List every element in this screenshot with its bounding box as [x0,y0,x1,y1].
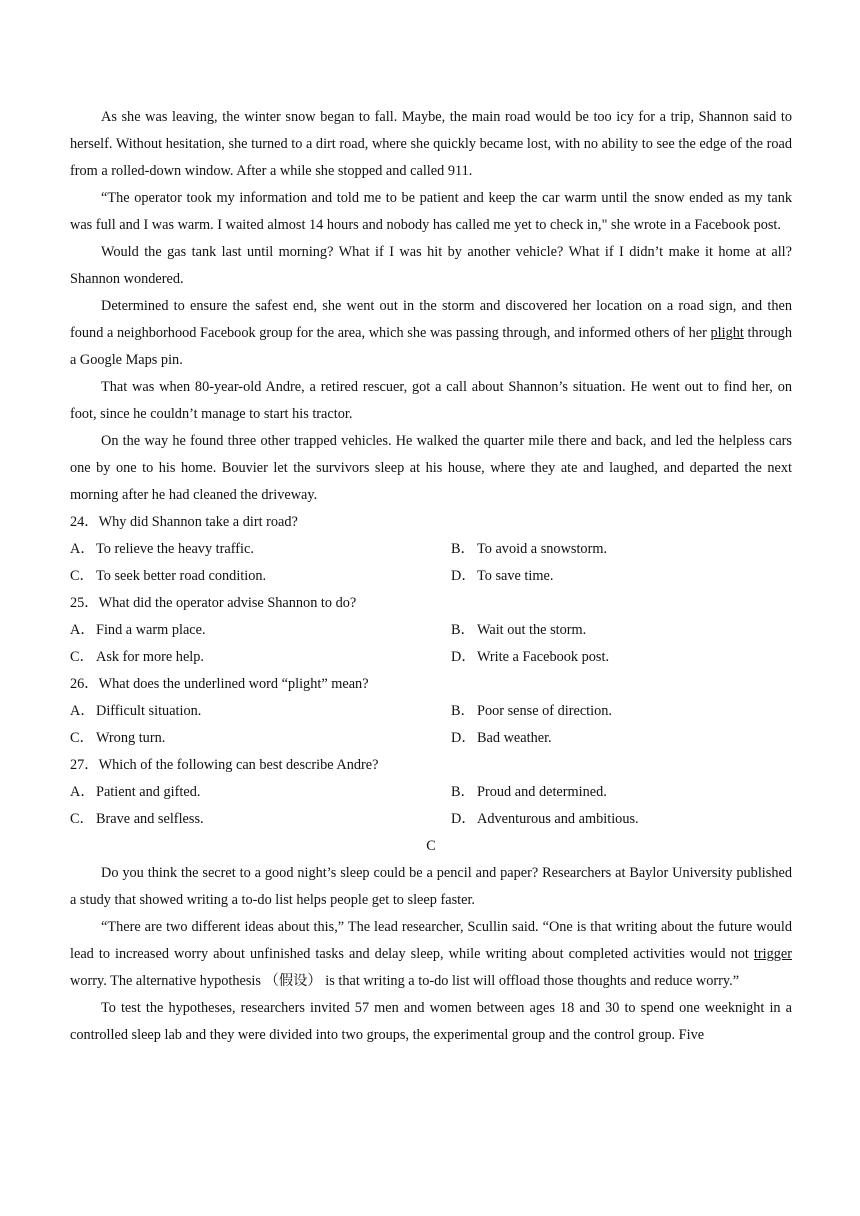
option-letter: C． [70,811,94,827]
option-row [70,617,792,644]
option-letter: A． [70,622,95,638]
option-text: Wrong turn. [96,730,166,746]
option-row [70,779,792,806]
option-text: To avoid a snowstorm. [477,541,608,557]
option [70,617,451,644]
option-text: To save time. [477,568,554,584]
option [451,806,832,833]
option-letter: A． [70,541,95,557]
underlined-word: trigger [753,946,792,962]
question-stem: 25．What did the operator advise Shannon to do? [70,595,357,611]
passage-paragraph: On the way he found three other trapped vehicles. He walked the quarter mile there and back, and led the helpless cars one by one to his home. Bouvier let the survivors sleep at his house, where they ate and laughed, and departed the next morning after he had cleaned the driveway. [70,433,792,503]
text-run: worry. The alternative hypothesis （假设） is that writing a to-do list will offload those thoughts and reduce worry.” [70,973,740,989]
option-text: Find a warm place. [96,622,206,638]
option-text: Proud and determined. [477,784,607,800]
option-letter: B． [451,784,475,800]
option-letter: C． [70,649,94,665]
option-letter: A． [70,784,95,800]
option-text: Difficult situation. [96,703,202,719]
option-text: Adventurous and ambitious. [477,811,639,827]
passage-paragraph: As she was leaving, the winter snow began to fall. Maybe, the main road would be too icy for a trip, Shannon said to herself. Without hesitation, she turned to a dirt road, where she quickly became lost, with no ability to see the edge of the road from a rolled-down window. After a while she stopped and called 911. [70,109,792,179]
option [70,536,451,563]
option-text: Wait out the storm. [477,622,587,638]
passage-paragraph [70,914,792,995]
text-run: through a Google Maps pin. [70,325,792,368]
option [451,779,832,806]
option-row [70,536,792,563]
passage-paragraph: “The operator took my information and told me to be patient and keep the car warm until the snow ended as my tank was full and I was warm. I waited almost 14 hours and nobody has called me yet to check in," she wrote in a Facebook post. [70,190,792,233]
question-stem: 24．Why did Shannon take a dirt road? [70,514,298,530]
question-stem: 27．Which of the following can best describe Andre? [70,757,379,773]
option [70,779,451,806]
option-text: Bad weather. [477,730,552,746]
option-letter: D． [451,811,476,827]
option [451,698,832,725]
option-row [70,806,792,833]
document-body [70,104,792,1049]
text-run: “There are two different ideas about this,” The lead researcher, Scullin said. “One is that writing about the future would lead to increased worry about unfinished tasks and delay sleep, while writing about completed activities would not [70,919,792,962]
passage-paragraph: Would the gas tank last until morning? What if I was hit by another vehicle? What if I didn’t make it home at all? Shannon wondered. [70,244,792,287]
option [70,644,451,671]
option [451,617,832,644]
section-label: C [426,838,436,854]
text-run: Determined to ensure the safest end, she went out in the storm and discovered her location on a road sign, and then found a neighborhood Facebook group for the area, which she was passing through, and informed others of her [70,298,792,341]
option-row [70,698,792,725]
option-text: Write a Facebook post. [477,649,610,665]
option-letter: D． [451,568,476,584]
option-letter: D． [451,649,476,665]
option-row [70,725,792,752]
option-letter: D． [451,730,476,746]
question-stem: 26．What does the underlined word “plight” mean? [70,676,369,692]
option-text: Ask for more help. [96,649,204,665]
underlined-word: plight [710,325,744,341]
option [70,563,451,590]
option-letter: C． [70,730,94,746]
passage-paragraph [70,293,792,374]
option-letter: C． [70,568,94,584]
option [451,644,832,671]
option-text: Brave and selfless. [96,811,204,827]
option [451,563,832,590]
option [70,698,451,725]
option-text: To relieve the heavy traffic. [96,541,254,557]
option-text: Poor sense of direction. [477,703,612,719]
option-letter: B． [451,541,475,557]
option [70,806,451,833]
option-letter: B． [451,703,475,719]
option-row [70,644,792,671]
passage-paragraph: That was when 80-year-old Andre, a retired rescuer, got a call about Shannon’s situation. He went out to find her, on foot, since he couldn’t manage to start his tractor. [70,379,792,422]
option-letter: B． [451,622,475,638]
option-row [70,563,792,590]
option [70,725,451,752]
passage-paragraph: To test the hypotheses, researchers invited 57 men and women between ages 18 and 30 to spend one weeknight in a controlled sleep lab and they were divided into two groups, the experimental group and the control group. Five [70,1000,792,1043]
option [451,536,832,563]
option [451,725,832,752]
passage-paragraph: Do you think the secret to a good night’s sleep could be a pencil and paper? Researchers at Baylor University published a study that showed writing a to-do list helps people get to sleep faster. [70,865,792,908]
option-text: Patient and gifted. [96,784,201,800]
option-text: To seek better road condition. [96,568,267,584]
option-letter: A． [70,703,95,719]
